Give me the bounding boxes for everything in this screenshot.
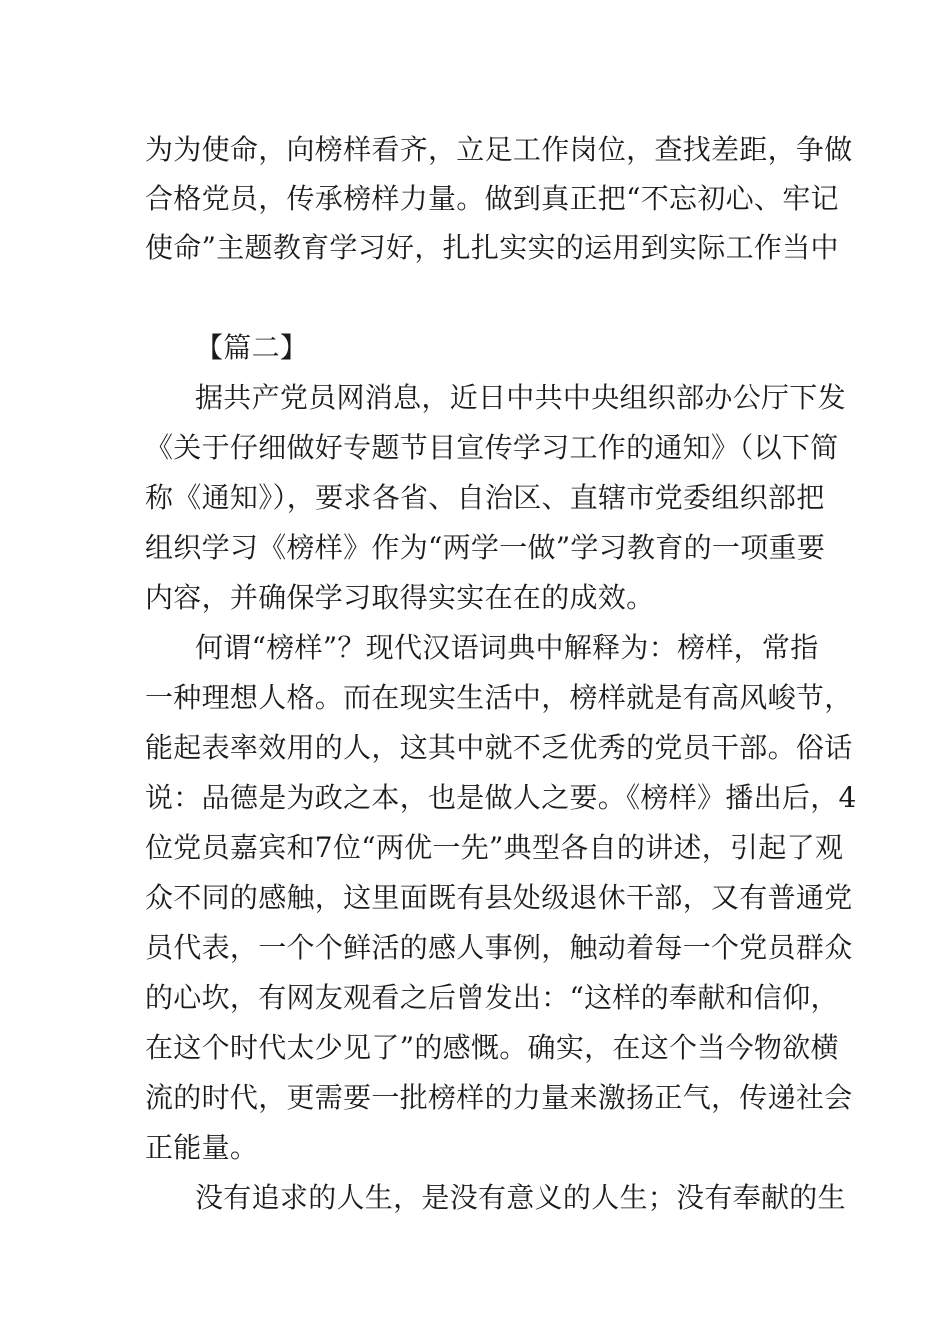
section-heading: 【篇二】 xyxy=(195,331,309,364)
text-line: 据共产党员网消息，近日中共中央组织部办公厅下发 xyxy=(195,381,846,414)
text-line: 为为使命，向榜样看齐，立足工作岗位，查找差距，争做 xyxy=(145,133,853,166)
text-line: 流的时代，更需要一批榜样的力量来激扬正气，传递社会 xyxy=(145,1081,853,1114)
text-line: 何谓“榜样”？现代汉语词典中解释为：榜样，常指 xyxy=(195,631,819,664)
text-line: 说：品德是为政之本，也是做人之要。《榜样》播出后，4 xyxy=(145,781,857,814)
text-line: 能起表率效用的人，这其中就不乏优秀的党员干部。俗话 xyxy=(145,731,853,764)
text-line: 组织学习《榜样》作为“两学一做”学习教育的一项重要 xyxy=(145,531,826,564)
text-line: 在这个时代太少见了”的感慨。确实，在这个当今物欲横 xyxy=(145,1031,839,1064)
text-line: 正能量。 xyxy=(145,1131,259,1164)
text-line: 称《通知》），要求各省、自治区、直辖市党委组织部把 xyxy=(145,481,825,514)
text-line: 的心坎，有网友观看之后曾发出：“这样的奉献和信仰， xyxy=(145,981,839,1014)
text-line: 合格党员，传承榜样力量。做到真正把“不忘初心、牢记 xyxy=(145,182,839,215)
text-line: 使命”主题教育学习好，扎扎实实的运用到实际工作当中 xyxy=(145,231,839,264)
text-line: 众不同的感触，这里面既有县处级退休干部，又有普通党 xyxy=(145,881,853,914)
text-line: 位党员嘉宾和7位“两优一先”典型各自的讲述，引起了观 xyxy=(145,831,844,864)
text-line: 没有追求的人生，是没有意义的人生；没有奉献的生 xyxy=(195,1181,846,1214)
text-line: 《关于仔细做好专题节目宣传学习工作的通知》（以下简 xyxy=(145,431,839,464)
text-line: 员代表，一个个鲜活的感人事例，触动着每一个党员群众 xyxy=(145,931,853,964)
text-line: 内容，并确保学习取得实实在在的成效。 xyxy=(145,581,655,614)
text-line: 一种理想人格。而在现实生活中，榜样就是有高风峻节， xyxy=(145,681,853,714)
